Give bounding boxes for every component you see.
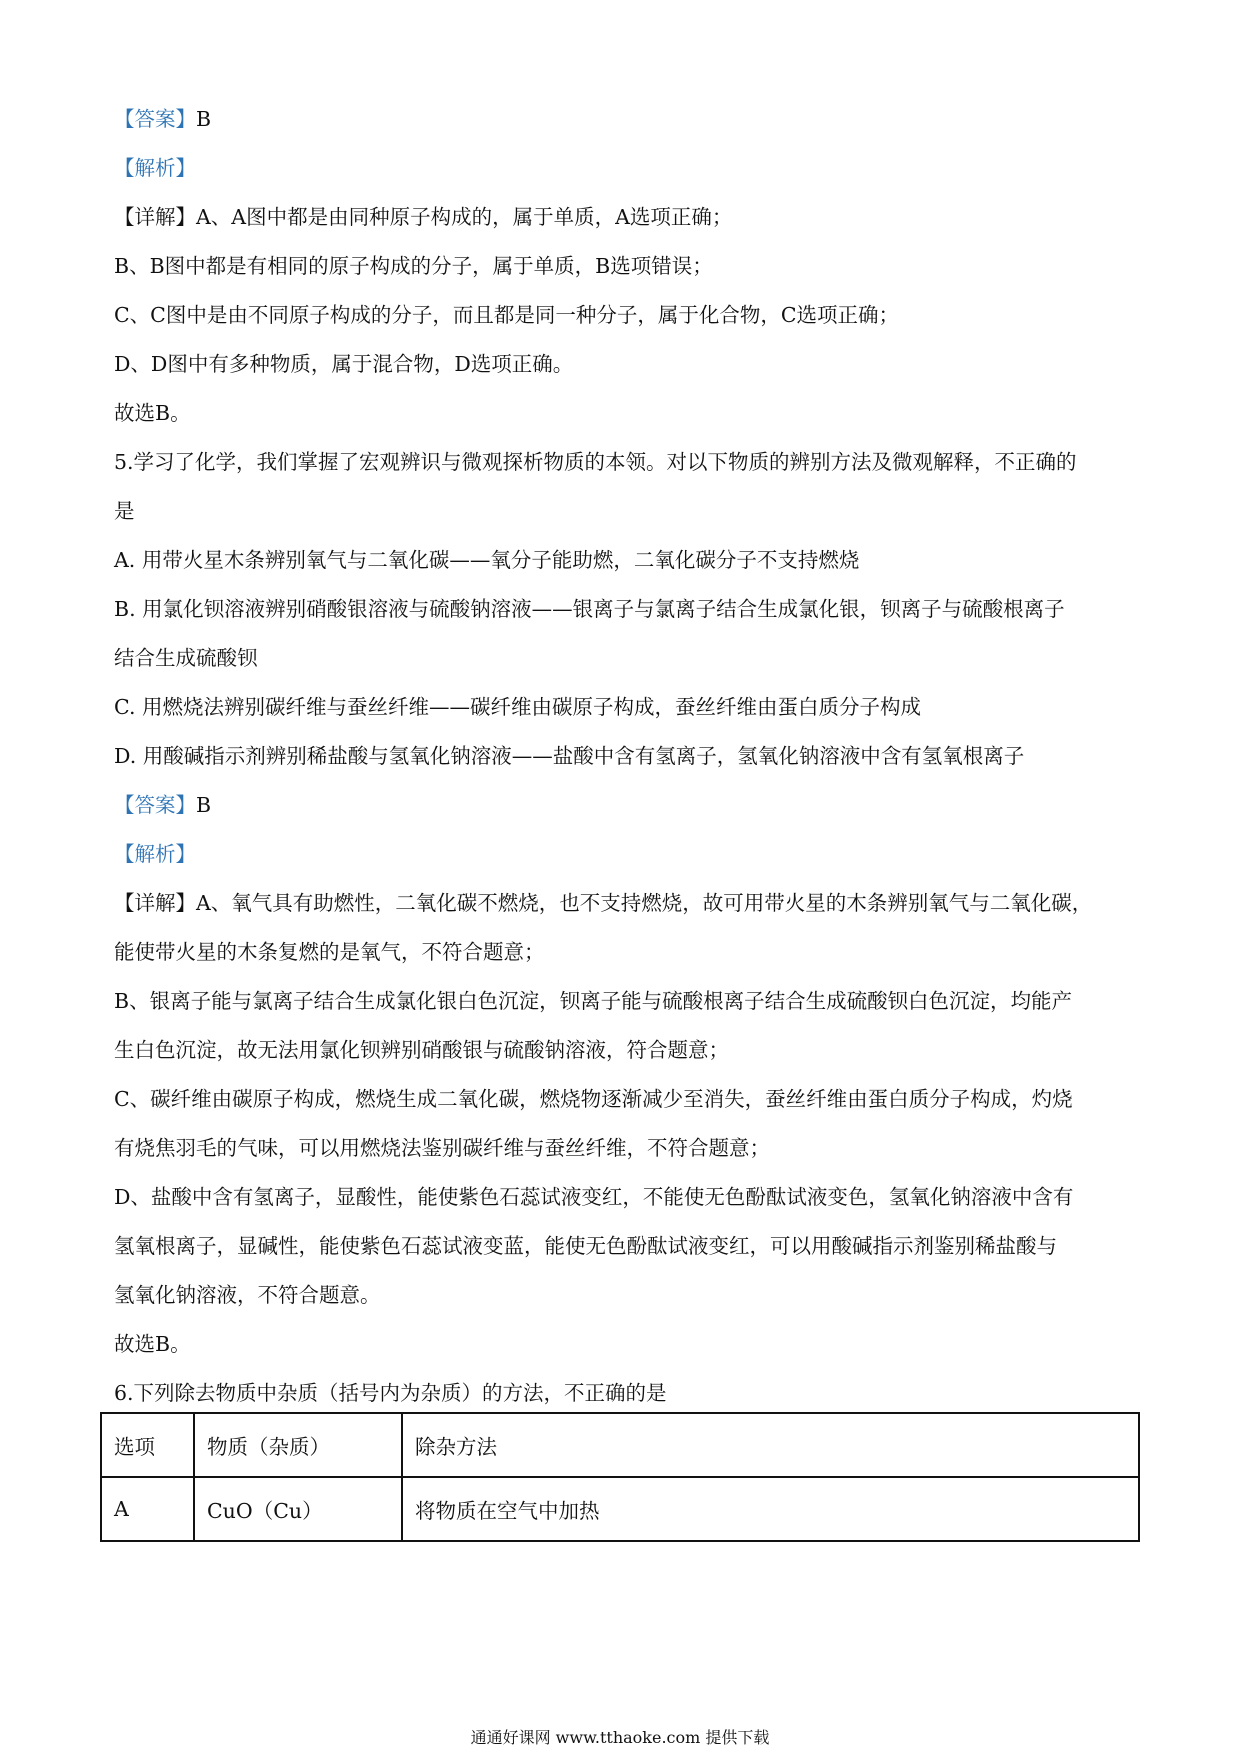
option-c: C. 用燃烧法辨别碳纤维与蚕丝纤维——碳纤维由碳原子构成，蚕丝纤维由蛋白质分子构成 [114,695,921,719]
detail-text: A、A图中都是由同种原子构成的，属于单质，A选项正确； [196,205,733,229]
conclusion-line: 故选B。 [114,1332,191,1356]
table-cell: 将物质在空气中加热 [402,1477,1139,1541]
detail-text: A、氧气具有助燃性，二氧化碳不燃烧，也不支持燃烧，故可用带火星的木条辨别氧气与二氧化碳， [196,891,1093,915]
answer-label: 【答案】 [114,793,196,817]
table-header-cell: 物质（杂质） [194,1413,402,1477]
detail-line: 氢氧化钠溶液，不符合题意。 [114,1283,381,1307]
question-stem: 是 [114,499,135,523]
analysis-label: 【解析】 [114,156,196,180]
table-row [101,1477,1139,1541]
analysis-label-line [114,841,196,867]
detail-line: B、银离子能与氯离子结合生成氯化银白色沉淀，钡离子能与硫酸根离子结合生成硫酸钡白色沉淀，均能产 [114,989,1073,1013]
question-stem: 5.学习了化学，我们掌握了宏观辨识与微观探析物质的本领。对以下物质的辨别方法及微观解释，不正确的 [114,450,1077,474]
detail-line: D、盐酸中含有氢离子，显酸性，能使紫色石蕊试液变红，不能使无色酚酞试液变色，氢氧化钠溶液中含有 [114,1185,1074,1209]
detail-line: 氢氧根离子，显碱性，能使紫色石蕊试液变蓝，能使无色酚酞试液变红，可以用酸碱指示剂鉴别稀盐酸与 [114,1234,1057,1258]
answer-line [114,106,211,132]
answer-line [114,792,211,818]
detail-label: 【详解】 [114,891,196,915]
option-b: 结合生成硫酸钡 [114,646,258,670]
detail-line: C、C图中是由不同原子构成的分子，而且都是同一种分子，属于化合物，C选项正确； [114,303,900,327]
answer-value: B [196,793,212,817]
detail-line: 有烧焦羽毛的气味，可以用燃烧法鉴别碳纤维与蚕丝纤维，不符合题意； [114,1136,770,1160]
table-header-row [101,1413,1139,1477]
answer-value: B [196,107,212,131]
detail-line [114,890,1092,916]
table-header-cell: 除杂方法 [402,1413,1139,1477]
question-stem: 6.下列除去物质中杂质（括号内为杂质）的方法，不正确的是 [114,1381,667,1405]
table-header-cell: 选项 [101,1413,194,1477]
option-d: D. 用酸碱指示剂辨别稀盐酸与氢氧化钠溶液——盐酸中含有氢离子，氢氧化钠溶液中含有氢氧根离子 [114,744,1025,768]
analysis-label: 【解析】 [114,842,196,866]
detail-line: 能使带火星的木条复燃的是氧气，不符合题意； [114,940,545,964]
options-table [100,1412,1140,1542]
detail-line: 生白色沉淀，故无法用氯化钡辨别硝酸银与硫酸钠溶液，符合题意； [114,1038,729,1062]
option-b: B. 用氯化钡溶液辨别硝酸银溶液与硫酸钠溶液——银离子与氯离子结合生成氯化银，钡离子与硫酸根离子 [114,597,1065,621]
answer-label: 【答案】 [114,107,196,131]
table-cell: CuO（Cu） [194,1477,402,1541]
page-footer: 通通好课网 www.tthaoke.com 提供下载 [470,1728,770,1747]
detail-line: D、D图中有多种物质，属于混合物，D选项正确。 [114,352,574,376]
detail-line: C、碳纤维由碳原子构成，燃烧生成二氧化碳，燃烧物逐渐减少至消失，蚕丝纤维由蛋白质分子构成，灼烧 [114,1087,1073,1111]
detail-label: 【详解】 [114,205,196,229]
option-a: A. 用带火星木条辨别氧气与二氧化碳——氧分子能助燃，二氧化碳分子不支持燃烧 [114,548,860,572]
table-cell: A [101,1477,194,1541]
detail-line: B、B图中都是有相同的原子构成的分子，属于单质，B选项错误； [114,254,713,278]
conclusion-line: 故选B。 [114,401,191,425]
analysis-label-line [114,155,196,181]
detail-line [114,204,732,230]
